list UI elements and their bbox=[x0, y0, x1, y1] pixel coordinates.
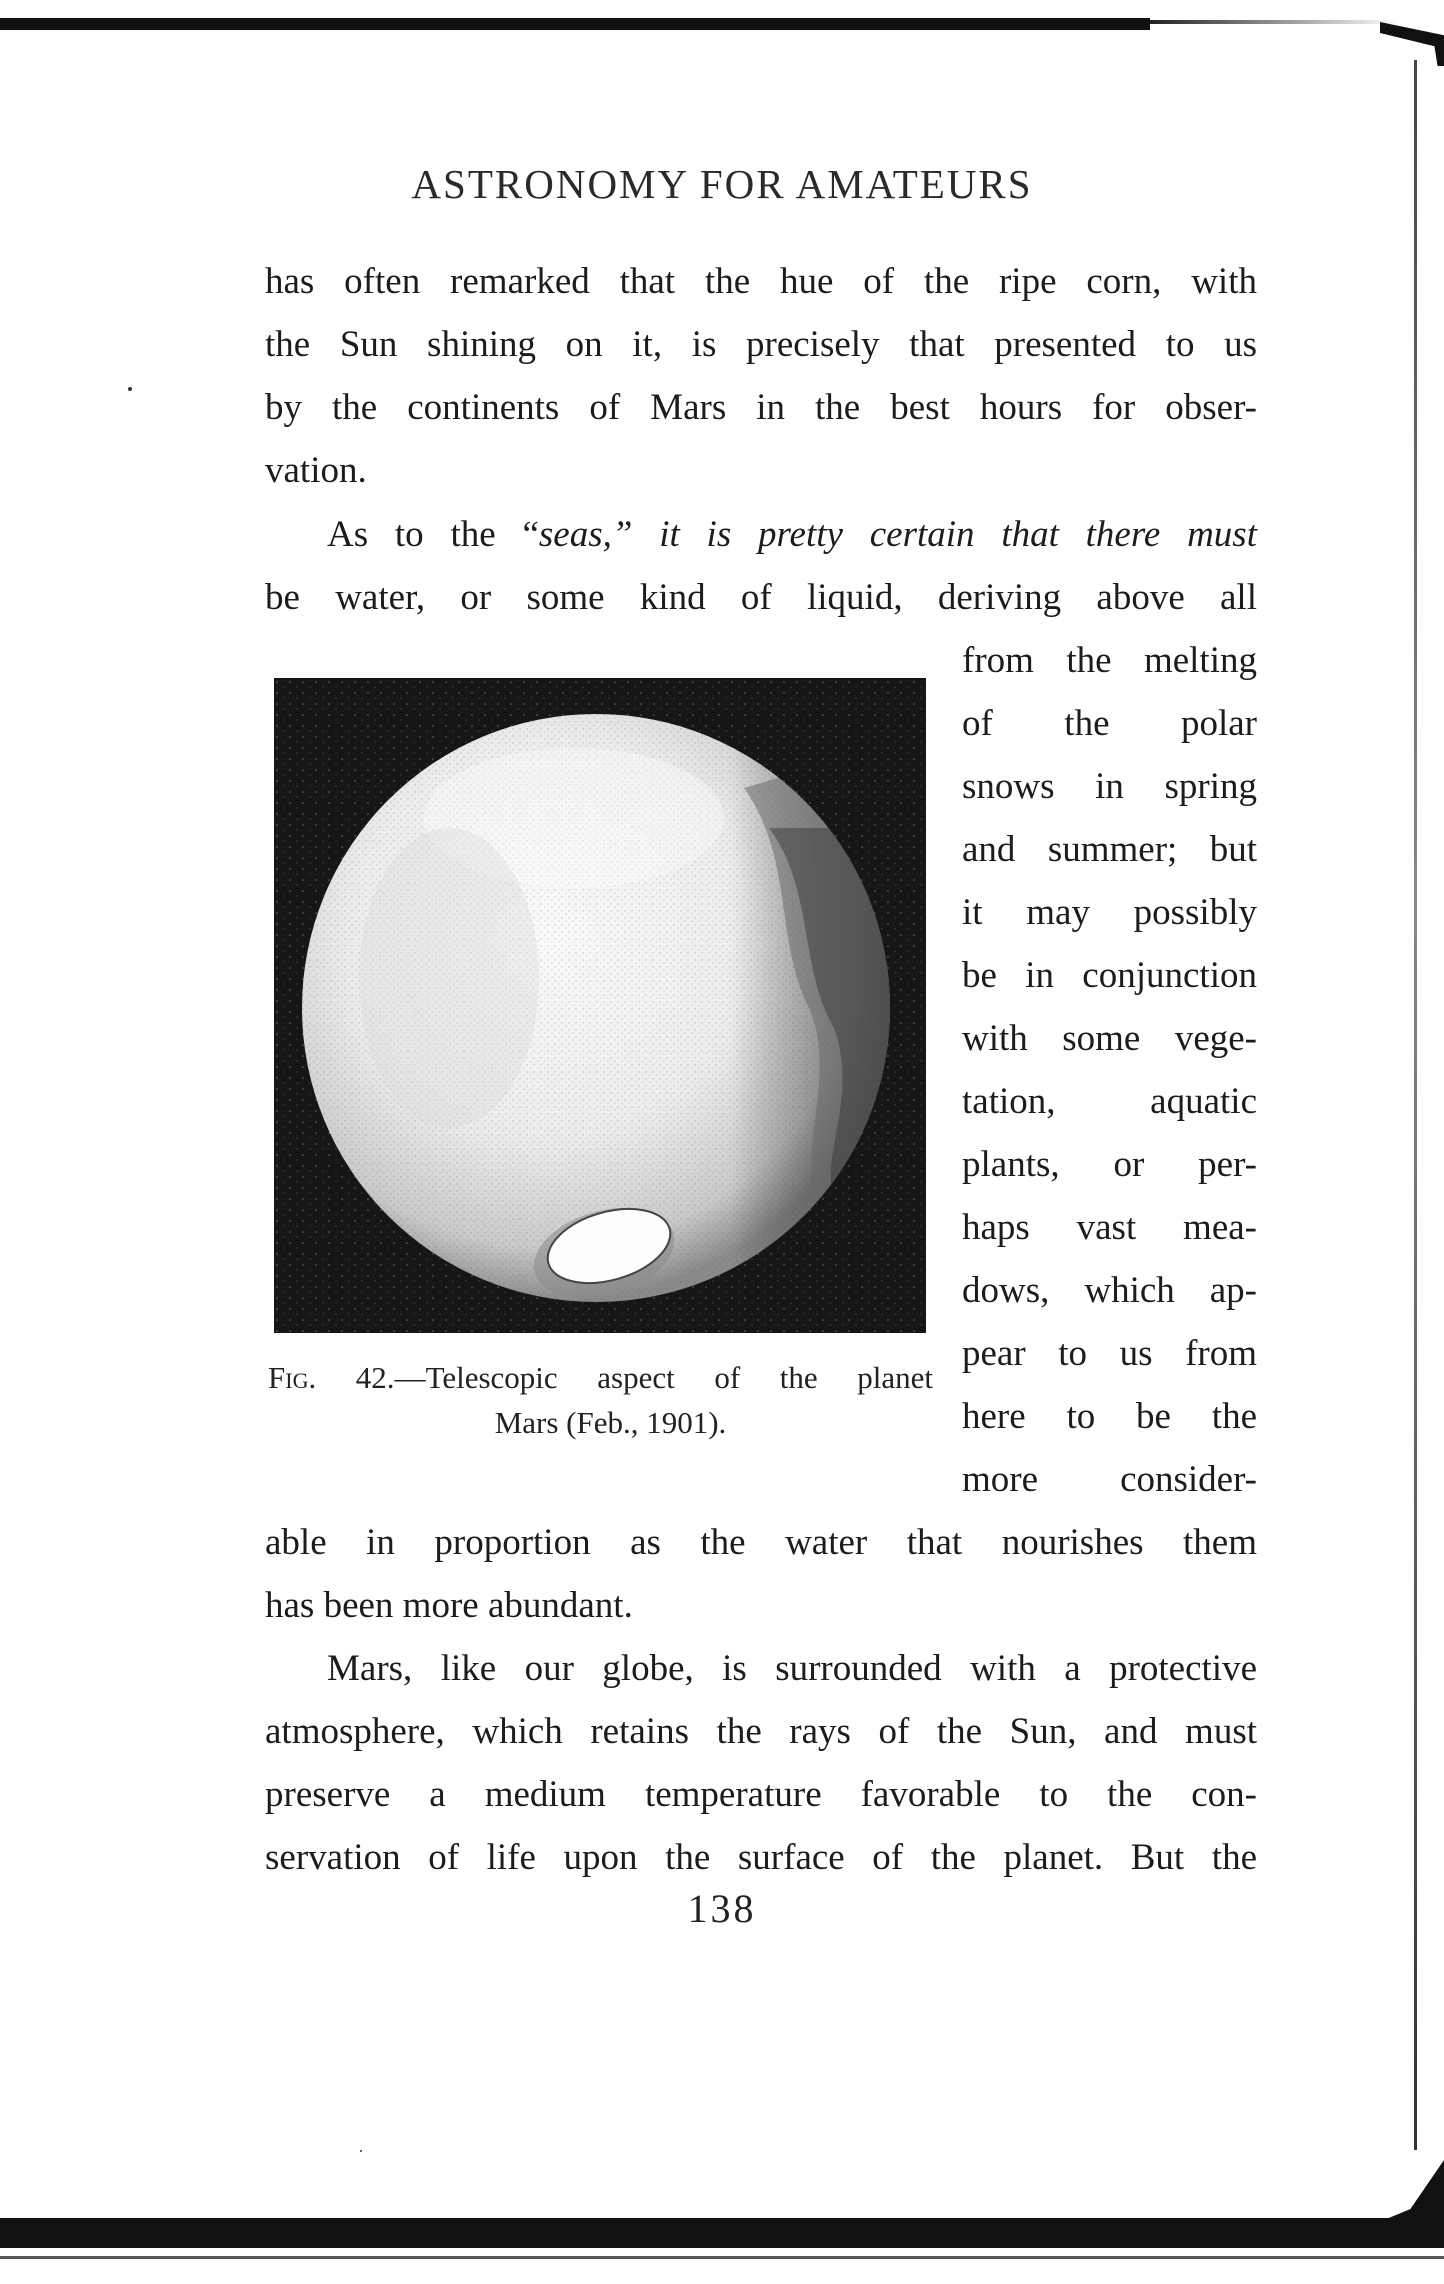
paragraph-atmosphere bbox=[265, 1637, 1257, 1889]
text-run: ” it is pretty certain that there must bbox=[611, 514, 1257, 555]
text-line: of the polar bbox=[962, 703, 1257, 744]
text-line: tation, aquatic bbox=[962, 1081, 1257, 1122]
text-line: Mars, like our globe, is surrounded with a protective bbox=[327, 1648, 1257, 1689]
text-line: able in proportion as the water that nourishes them bbox=[265, 1522, 1257, 1563]
scan-edge-top-fade bbox=[1150, 20, 1400, 24]
caption-line: Mars (Feb., 1901). bbox=[494, 1405, 727, 1440]
paragraph-seas bbox=[265, 503, 1257, 629]
scan-edge-bottom-thin bbox=[0, 2256, 1444, 2259]
caption-text: —Telescopic aspect of the planet bbox=[394, 1360, 933, 1395]
mars-telescope-figure bbox=[274, 678, 926, 1333]
text-line: the Sun shining on it, is precisely that presented to us bbox=[265, 324, 1257, 365]
text-line: by the continents of Mars in the best hours for obser- bbox=[265, 387, 1257, 428]
figure-caption bbox=[268, 1355, 933, 1445]
paragraph-continuation bbox=[265, 250, 1257, 502]
page-number: 138 bbox=[687, 1886, 757, 1931]
text-line: servation of life upon the surface of the planet. But the bbox=[265, 1837, 1257, 1878]
text-line: pear to us from bbox=[962, 1333, 1257, 1374]
text-line: plants, or per- bbox=[962, 1144, 1257, 1185]
text-line: preserve a medium temperature favorable to the con- bbox=[265, 1774, 1257, 1815]
mottled-region bbox=[359, 828, 539, 1128]
text-line: more consider- bbox=[962, 1459, 1257, 1500]
text-line: and summer; but bbox=[962, 829, 1257, 870]
scan-speck bbox=[360, 2150, 362, 2152]
scan-edge-right bbox=[1414, 60, 1417, 2150]
text-line: atmosphere, which retains the rays of the Sun, and must bbox=[265, 1711, 1257, 1752]
text-line: from the melting bbox=[962, 640, 1257, 681]
text-line: it may possibly bbox=[962, 892, 1257, 933]
figure-label: Fig. 42. bbox=[268, 1360, 395, 1395]
scan-speck bbox=[128, 387, 132, 391]
mars-illustration bbox=[274, 678, 926, 1333]
paragraph-meadows-end bbox=[265, 1511, 1257, 1637]
text-line: be in conjunction bbox=[962, 955, 1257, 996]
running-head: ASTRONOMY FOR AMATEURS bbox=[411, 161, 1033, 207]
text-line: has often remarked that the hue of the ripe corn, with bbox=[265, 261, 1257, 302]
scan-edge-top bbox=[0, 18, 1150, 30]
text-line: dows, which ap- bbox=[962, 1270, 1257, 1311]
text-line: haps vast mea- bbox=[962, 1207, 1257, 1248]
scan-edge-corner bbox=[1380, 22, 1444, 66]
text-line: be water, or some kind of liquid, deriving above all bbox=[265, 577, 1257, 618]
text-line: has been more abundant. bbox=[265, 1585, 633, 1626]
text-line: with some vege- bbox=[962, 1018, 1257, 1059]
caption-line bbox=[268, 1355, 933, 1400]
text-line: vation. bbox=[265, 450, 367, 491]
text-line: here to be the bbox=[962, 1396, 1257, 1437]
text-line bbox=[265, 503, 1257, 566]
text-run: As to the “ bbox=[327, 514, 539, 555]
italic-word-seas: seas, bbox=[538, 514, 612, 555]
scan-edge-bottom bbox=[0, 2218, 1444, 2248]
side-column-text bbox=[962, 629, 1257, 1511]
text-line: snows in spring bbox=[962, 766, 1257, 807]
